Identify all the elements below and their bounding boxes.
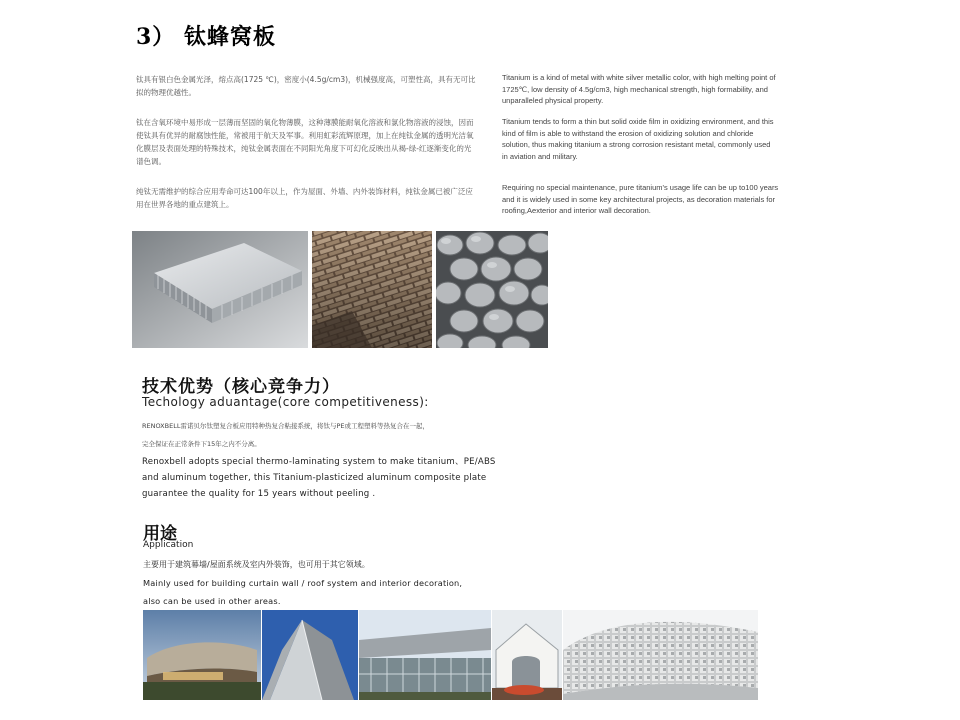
angular-titanium-building-photo bbox=[262, 610, 358, 700]
white-gable-building-photo bbox=[492, 610, 562, 700]
tech-advantage-en-text: Renoxbell adopts special thermo-laminating system to make titanium、PE/ABS and aluminum together, this Titanium-plasticized aluminum composite plate guarantee the quality for 15 years without peeling . bbox=[142, 457, 496, 499]
glass-facade-building-photo bbox=[359, 610, 491, 700]
application-subheading: Application bbox=[143, 540, 194, 550]
application-cn-text: 主要用于建筑幕墙/屋面系统及室内外装饰，也可用于其它领域。 bbox=[143, 560, 370, 569]
curved-titanium-wall-photo bbox=[436, 231, 548, 348]
honeycomb-panel-photo bbox=[132, 231, 308, 348]
woven-facade-photo bbox=[312, 231, 432, 348]
intro-cn-paragraph-3: 纯钛无需维护的综合应用寿命可达100年以上，作为屋面、外墙、内外装饰材料，纯钛金属已被广泛应用在世界各地的重点建筑上。 bbox=[136, 187, 473, 209]
tech-advantage-cn-line-1: RENOXBELL雷诺贝尔钛塑复合板应用特种热复合粘接系统，将钛与PE或工程塑料等热复合在一起， bbox=[142, 422, 429, 430]
intro-en-paragraph-1: Titanium is a kind of metal with white silver metallic color, with high melting point of 1725℃, low density of 4.5g/cm3, high mechanical strength, high formability, and unparalleled physical property. bbox=[502, 73, 776, 105]
intro-cn-paragraph-1: 钛具有银白色金属光泽，熔点高(1725 ℃)，密度小(4.5g/cm3)，机械强度高，可塑性高，具有无可比拟的物理优越性。 bbox=[136, 75, 476, 97]
tech-advantage-heading: 技术优势（核心竞争力） bbox=[142, 377, 340, 397]
tech-advantage-subheading: Techology aduantage(core competitiveness): bbox=[142, 395, 429, 409]
intro-en-paragraph-3: Requiring no special maintenance, pure titanium's usage life can be up to100 years and it is widely used in some key architectural projects, as decoration materials for roofing,Aexterior and interior wall decoration. bbox=[502, 183, 779, 215]
application-heading: 用途 bbox=[143, 524, 177, 544]
intro-cn-paragraph-2: 钛在含氧环境中易形成一层薄而坚固的氧化物薄膜，这种薄膜能耐氧化溶液和氯化物溶液的浸蚀，因而使钛具有优异的耐腐蚀性能，常被用于航天及军事。利用虹彩流辉原理，加上在纯钛金属的透明光洁氧化膜层及表面处理的特殊技术，纯钛金属表面在不同阳光角度下可幻化反映出从褐-绿-红逐渐变化的光谱色调。 bbox=[136, 118, 474, 166]
application-en-text: Mainly used for building curtain wall / roof system and interior decoration, also can be used in other areas. bbox=[143, 578, 463, 606]
page-title: 3） 钛蜂窝板 bbox=[136, 24, 276, 50]
pixel-facade-building-photo bbox=[563, 610, 758, 700]
tech-advantage-cn-line-2: 完全保证在正常条件下15年之内不分离。 bbox=[142, 440, 261, 448]
intro-en-paragraph-2: Titanium tends to form a thin but solid oxide film in oxidizing environment, and this kind of film is able to withstand the erosion of oxidizing solution and chloride solution, thus making titanium a strong corrosion resistant metal, commonly used in aviation and military. bbox=[502, 117, 774, 161]
curved-roof-building-photo bbox=[143, 610, 261, 700]
